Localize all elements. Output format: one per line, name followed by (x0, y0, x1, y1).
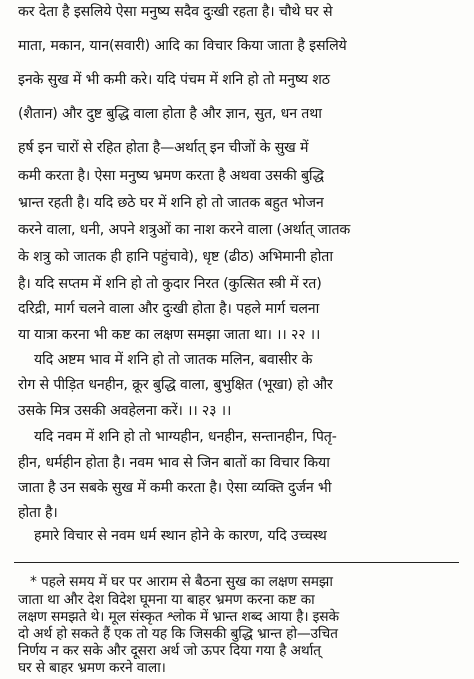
footnote-line: निर्णय न कर सके और दूसरा अर्थ जो ऊपर दिया गया है अर्थात् (18, 643, 321, 659)
footnote-divider (14, 562, 459, 563)
footnote-line: दो अर्थ हो सकते हैं एक तो यह कि जिसकी बुद्धि भ्रान्त हो—उचित (18, 626, 338, 642)
body-line: जाता है उन सबके सुख में कमी करता है। ऐसा व्यक्ति दुर्जन भी (18, 480, 332, 496)
body-line: (शैतान) और दुष्ट बुद्धि वाला होता है और ज्ञान, सुत, धन तथा (18, 106, 322, 122)
body-line: यदि नवम में शनि हो तो भाग्यहीन, धनहीन, सन्तानहीन, पितृ- (34, 429, 337, 445)
body-line: हीन, धर्महीन होता है। नवम भाव से जिन बातों का विचार किया (18, 455, 330, 471)
body-line: यदि अष्टम भाव में शनि हो तो जातक मलिन, बवासीर के (34, 352, 313, 368)
footnote-line: घर से बाहर भ्रमण करने वाला। (18, 660, 166, 676)
body-line: करने वाला, धनी, अपने शत्रुओं का नाश करने वाला (अर्थात् जातक (18, 222, 351, 238)
footnote-line: जाता था और देश विदेश घूमना या बाहर भ्रमण करना कष्ट का (18, 592, 315, 608)
footnote-line: * पहले समय में घर पर आराम से बैठना सुख का लक्षण समझा (30, 574, 333, 590)
body-line: या यात्रा करना भी कष्ट का लक्षण समझा जाता था। ।। २२ ।। (18, 327, 321, 343)
body-line: हमारे विचार से नवम धर्म स्थान होने के कारण, यदि उच्चस्थ (34, 528, 327, 544)
body-line: हर्ष इन चारों से रहित होता है—अर्थात् इन चीजों के सुख में (18, 140, 309, 156)
body-line: के शत्रु को जातक ही हानि पहुंचावे), धृष्ट (ढीठ) अभिमानी होता (18, 249, 333, 265)
body-line: है। यदि सप्तम में शनि हो तो कुदार निरत (कुत्सित स्त्री में रत) (18, 276, 322, 292)
body-line: रोग से पीड़ित धनहीन, क्रूर बुद्धि वाला, बुभुक्षित (भूखा) हो और (18, 377, 333, 393)
body-line: उसके मित्र उसकी अवहेलना करें। ।। २३ ।। (18, 403, 232, 419)
body-line: इनके सुख में भी कमी करे। यदि पंचम में शनि हो तो मनुष्य शठ (18, 72, 330, 88)
body-line: भ्रान्त रहती है। यदि छठे घर में शनि हो तो जातक बहुत भोजन (18, 195, 324, 211)
body-line: दरिद्री, मार्ग चलने वाला और दुःखी होता है। पहले मार्ग चलना (18, 301, 320, 317)
body-line: कर देता है इसलिये ऐसा मनुष्य सदैव दुःखी रहता है। चौथे घर से (18, 4, 333, 20)
body-line: माता, मकान, यान(सवारी) आदि का विचार किया जाता है इसलिये (18, 38, 347, 54)
body-line: होता है। (18, 505, 58, 521)
footnote-line: लक्षण समझते थे। मूल संस्कृत श्लोक में भ्रान्त शब्द आया है। इसके (18, 609, 339, 625)
body-line: कमी करता है। ऐसा मनुष्य भ्रमण करता है अथवा उसकी बुद्धि (18, 168, 324, 184)
